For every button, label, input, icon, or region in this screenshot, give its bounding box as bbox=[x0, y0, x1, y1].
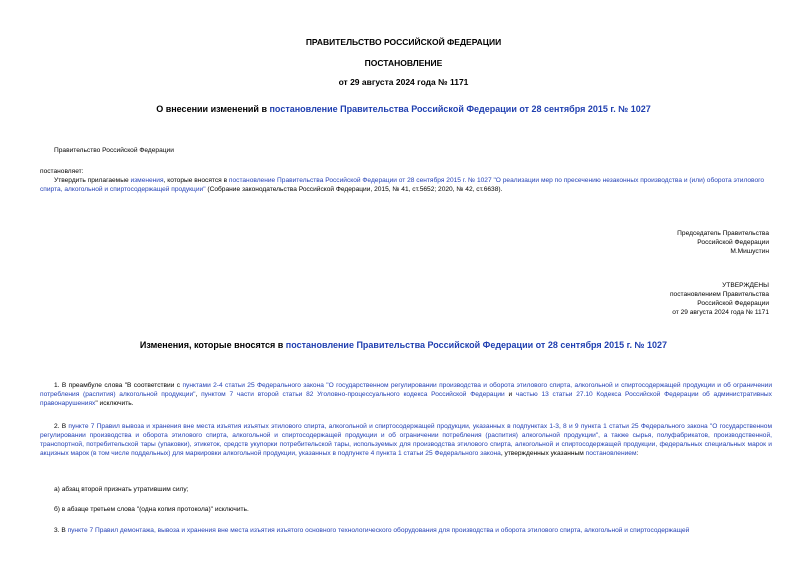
approve-suffix: (Собрание законодательства Российской Федерации, 2015, № 41, ст.5652; 2020, № 42, ст.6638). bbox=[205, 186, 503, 193]
changes-title bbox=[0, 340, 807, 350]
item-1-text-a: 1. В преамбуле слова "В соответствии с bbox=[54, 382, 183, 389]
resolution-link[interactable]: постановление Правительства Российской Федерации от 28 сентября 2015 г. № 1027 "О реализации мер по пресечению незаконных производства и (или) оборота этилового спирта, алкогольной и спиртосодержащей продукции" bbox=[40, 177, 765, 193]
item-2-subitem-b: б) в абзаце третьем слова "(одна копия протокола)" исключить. bbox=[54, 506, 249, 513]
item-2-text-a: 2. В bbox=[54, 423, 69, 430]
approve-prefix: Утвердить прилагаемые bbox=[54, 177, 131, 184]
decides-text: постановляет: bbox=[40, 168, 84, 175]
approval-stamp bbox=[540, 281, 769, 317]
item-2-resolution-link[interactable]: постановлением bbox=[585, 450, 637, 457]
approval-org: Российской Федерации bbox=[697, 300, 769, 307]
title-link[interactable]: постановление Правительства Российской Федерации от 28 сентября 2015 г. № 1027 bbox=[269, 104, 651, 114]
changes-title-prefix: Изменения, которые вносятся в bbox=[139, 340, 286, 350]
approval-date: от 29 августа 2024 года № 1171 bbox=[672, 309, 769, 316]
item-3 bbox=[40, 526, 772, 535]
signature-block bbox=[540, 229, 769, 256]
item-1-text-c: и bbox=[504, 391, 516, 398]
item-1-admin-code-link[interactable]: частью 13 статьи 27.10 Кодекса Российской Федерации об административных правонарушениях bbox=[40, 391, 772, 407]
document-date-number: от 29 августа 2024 года № 1171 bbox=[338, 77, 469, 87]
approval-by: постановлением Правительства bbox=[669, 291, 769, 298]
item-2 bbox=[40, 422, 772, 458]
item-3-rules-link[interactable]: пункте 7 Правил демонтажа, вывоза и хранения вне места изъятия изъятого основного технологического оборудования для производства и оборота этилового спирта, алкогольной и спиртосодержащей bbox=[67, 527, 690, 534]
government-name: Правительство Российской Федерации bbox=[54, 147, 174, 154]
signature-name: М.Мишустин bbox=[730, 248, 769, 255]
document-title bbox=[0, 104, 807, 114]
changes-link[interactable]: изменения bbox=[130, 177, 164, 184]
approve-paragraph bbox=[40, 176, 772, 194]
item-1-text-b: , bbox=[195, 391, 202, 398]
approval-title: УТВЕРЖДЕНЫ bbox=[722, 282, 769, 289]
government-heading: ПРАВИТЕЛЬСТВО РОССИЙСКОЙ ФЕДЕРАЦИИ bbox=[305, 37, 502, 47]
item-2-text-c: : bbox=[636, 450, 639, 457]
item-1 bbox=[40, 381, 772, 408]
item-1-law-link[interactable]: пунктами 2-4 статьи 25 Федерального закона "О государственном регулировании производства и оборота этилового спирта, алкогольной и спиртосодержащей продукции и об ограничении потребления (распития) алкогольной продукции" bbox=[40, 382, 773, 398]
item-2-subitem-a: а) абзац второй признать утратившим силу; bbox=[54, 486, 189, 493]
document-type: ПОСТАНОВЛЕНИЕ bbox=[364, 58, 443, 68]
signature-position: Председатель Правительства bbox=[677, 230, 769, 237]
item-1-text-d: " исключить. bbox=[95, 400, 134, 407]
approve-mid: , которые вносятся в bbox=[163, 177, 229, 184]
item-3-text-a: 3. В bbox=[54, 527, 68, 534]
signature-org: Российской Федерации bbox=[697, 239, 769, 246]
title-prefix: О внесении изменений в bbox=[156, 104, 270, 114]
item-1-criminal-code-link[interactable]: пунктом 7 части второй статьи 82 Уголовно-процессуального кодекса Российской Федерации bbox=[201, 391, 505, 398]
item-2-rules-link[interactable]: пункте 7 Правил вывоза и хранения вне места изъятия изъятых этилового спирта, алкогольной и спиртосодержащей продукции, указанных в подпунктах 1-3, 8 и 9 пункта 1 статьи 25 Федерального закона "О государственном регулировании производства и оборота этилового спирта, алкогольной и спиртосодержащей продукции и об ограничении потребления (распития) алкогольной продукции", а также сырья, полуфабрикатов, производственной, транспортной, потребительской тары (упаковки), этикеток, средств укупорки потребительской тары, используемых для производства этилового спирта, алкогольной и спиртосодержащей продукции, федеральных специальных марок и акцизных марок (в том числе поддельных) для маркировки алкогольной продукции, указанных в подпункте 4 пункта 1 статьи 25 Федерального закона bbox=[40, 423, 772, 457]
item-2-text-b: , утвержденных указанным bbox=[500, 450, 586, 457]
changes-title-link[interactable]: постановление Правительства Российской Федерации от 28 сентября 2015 г. № 1027 bbox=[285, 340, 668, 350]
